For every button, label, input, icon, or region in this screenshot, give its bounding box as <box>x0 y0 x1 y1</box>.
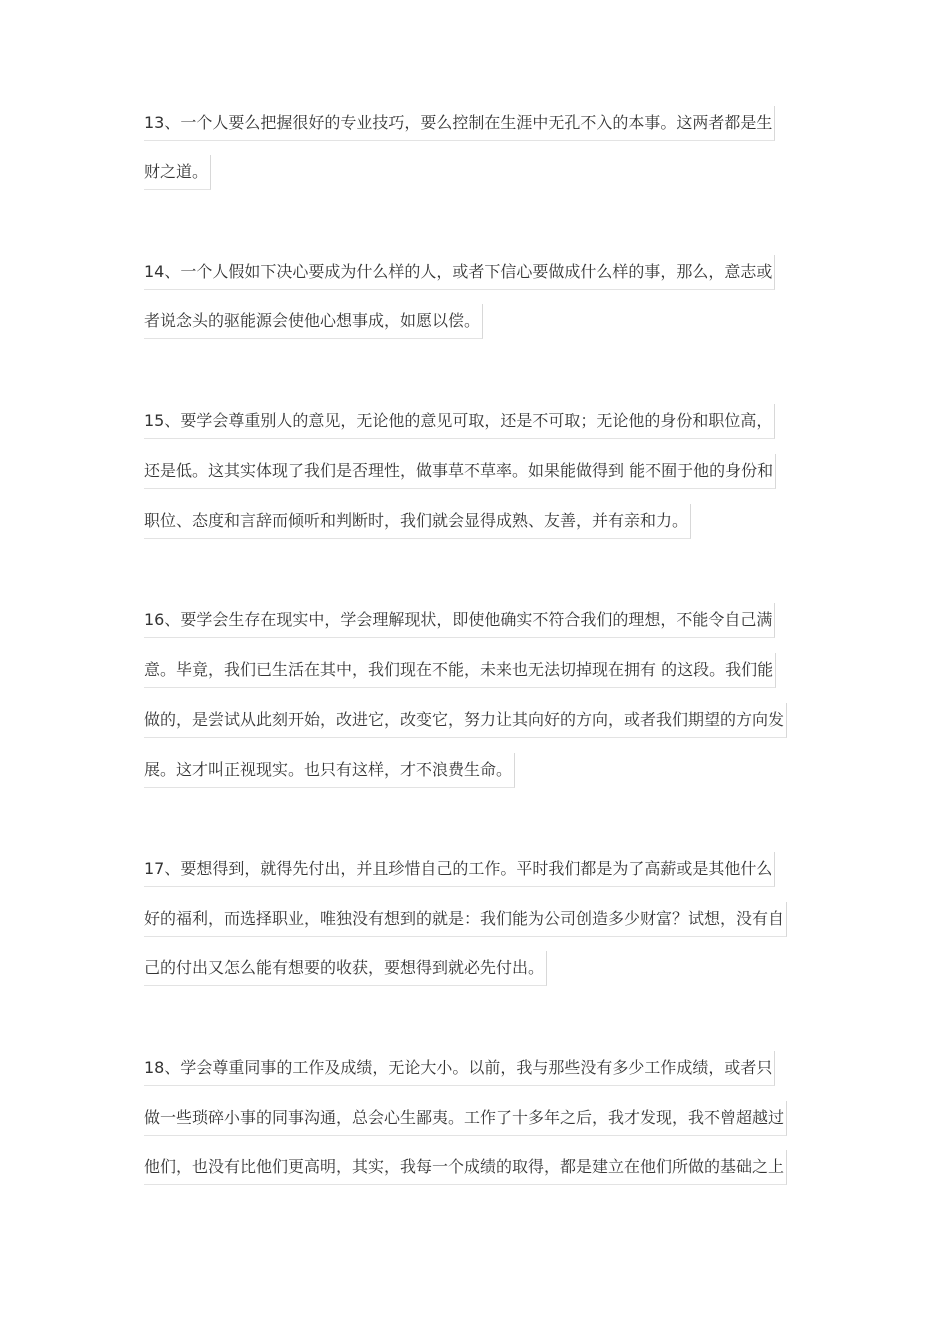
paragraph-14-line-1: 14、一个人假如下决心要成为什么样的人，或者下信心要做成什么样的事，那么，意志或 <box>144 255 775 290</box>
paragraph-15-line-2: 还是低。这其实体现了我们是否理性，做事草不草率。如果能做得到 能不囿于他的身份和 <box>144 454 776 489</box>
paragraph-13-line-2: 财之道。 <box>144 155 211 190</box>
paragraph-16-line-2: 意。毕竟，我们已生活在其中，我们现在不能，未来也无法切掉现在拥有 的这段。我们能 <box>144 653 776 688</box>
paragraph-18-line-1: 18、学会尊重同事的工作及成绩，无论大小。以前，我与那些没有多少工作成绩，或者只 <box>144 1051 775 1086</box>
paragraph-17-line-3: 己的付出又怎么能有想要的收获，要想得到就必先付出。 <box>144 951 547 986</box>
paragraph-13-line-1: 13、一个人要么把握很好的专业技巧，要么控制在生涯中无孔不入的本事。这两者都是生 <box>144 106 775 141</box>
paragraph-18-line-2: 做一些琐碎小事的同事沟通，总会心生鄙夷。工作了十多年之后，我才发现，我不曾超越过 <box>144 1101 787 1136</box>
paragraph-16-line-1: 16、要学会生存在现实中，学会理解现状，即使他确实不符合我们的理想，不能令自己满 <box>144 603 775 638</box>
paragraph-15-line-1: 15、要学会尊重别人的意见，无论他的意见可取，还是不可取；无论他的身份和职位高， <box>144 404 775 439</box>
paragraph-17-line-1: 17、要想得到，就得先付出，并且珍惜自己的工作。平时我们都是为了高薪或是其他什么 <box>144 852 775 887</box>
paragraph-14-line-2: 者说念头的驱能源会使他心想事成，如愿以偿。 <box>144 304 483 339</box>
paragraph-18-line-3: 他们，也没有比他们更高明，其实，我每一个成绩的取得，都是建立在他们所做的基础之上 <box>144 1150 787 1185</box>
paragraph-16-line-4: 展。这才叫正视现实。也只有这样，才不浪费生命。 <box>144 753 515 788</box>
paragraph-16-line-3: 做的，是尝试从此刻开始，改进它，改变它，努力让其向好的方向，或者我们期望的方向发 <box>144 703 787 738</box>
paragraph-15-line-3: 职位、态度和言辞而倾听和判断时，我们就会显得成熟、友善，并有亲和力。 <box>144 504 691 539</box>
paragraph-17-line-2: 好的福利，而选择职业，唯独没有想到的就是：我们能为公司创造多少财富？试想，没有自 <box>144 902 787 937</box>
